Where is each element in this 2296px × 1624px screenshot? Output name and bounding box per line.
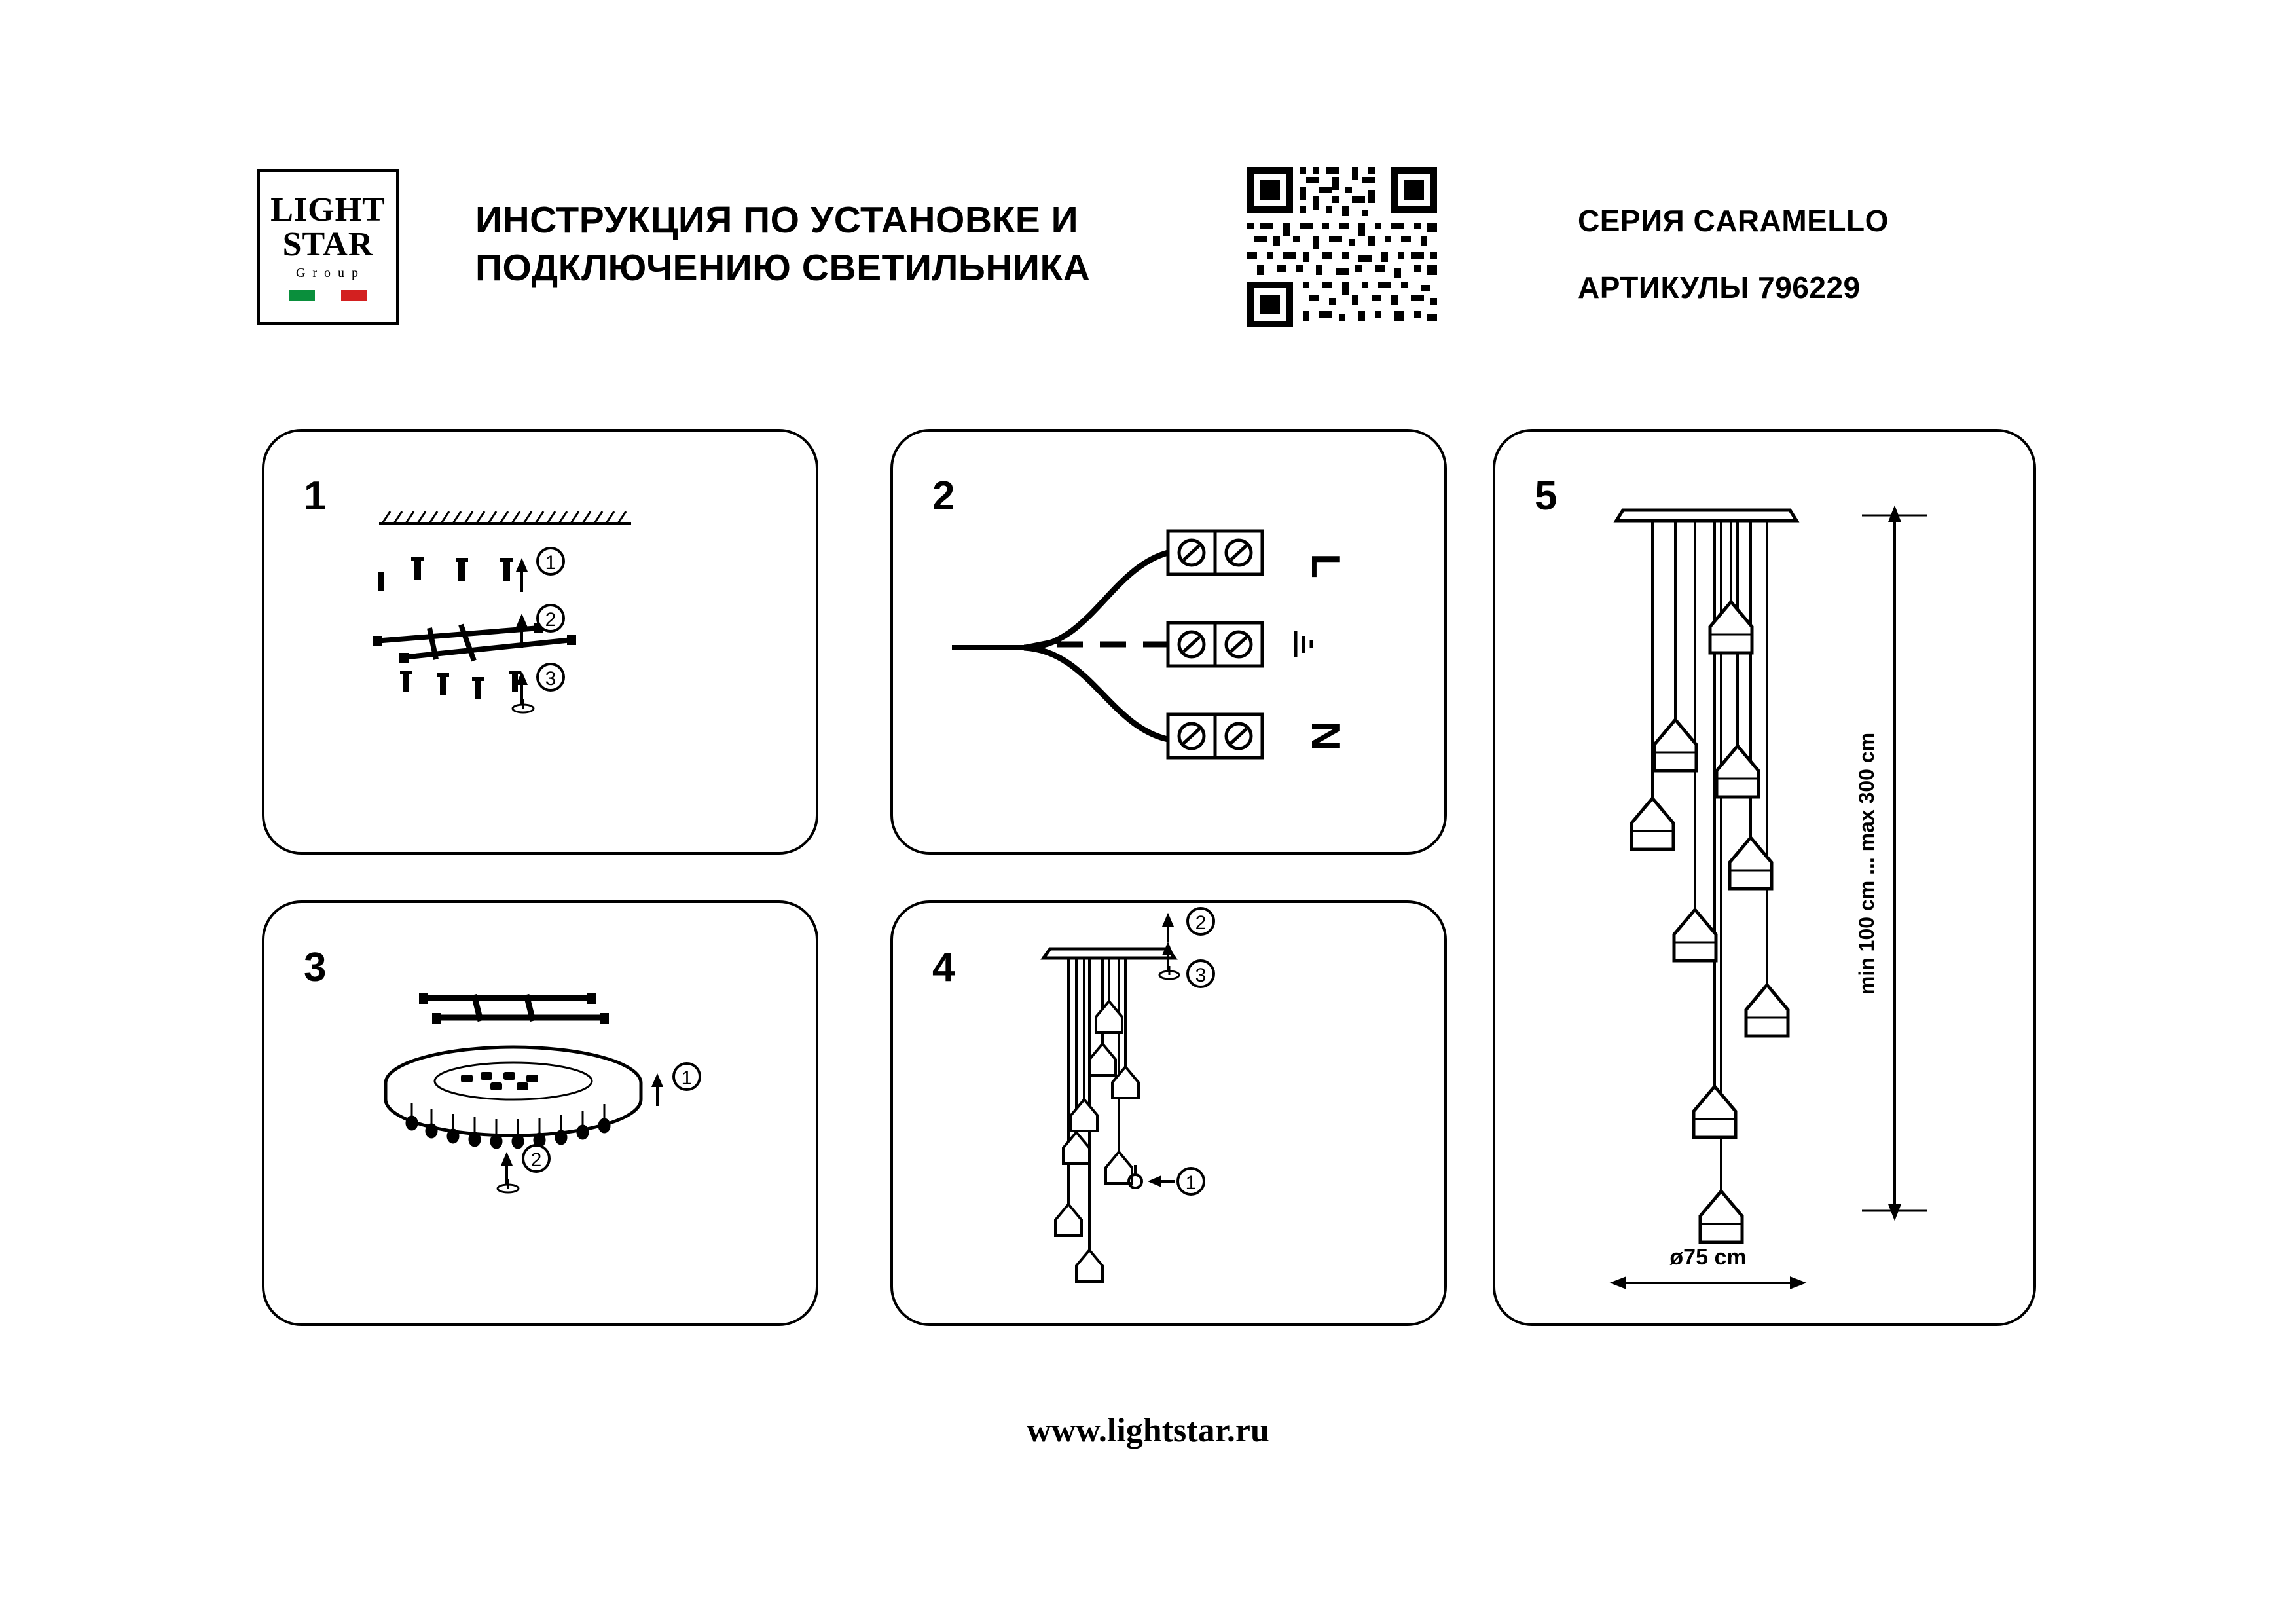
panel-5-illustration	[1495, 432, 2039, 1329]
svg-text:2: 2	[1195, 912, 1207, 934]
svg-text:2: 2	[545, 609, 556, 631]
panel-4-number: 4	[932, 945, 955, 990]
svg-text:1: 1	[1185, 1172, 1197, 1194]
panel-2-illustration	[893, 432, 1449, 857]
page-title: ИНСТРУКЦИЯ ПО УСТАНОВКЕ И ПОДКЛЮЧЕНИЮ СВЕТИЛЬНИКА	[475, 199, 1091, 289]
terminal-label-l: L	[1303, 553, 1348, 578]
brand-logo	[257, 169, 399, 325]
logo-line-group: G r o u p	[295, 265, 361, 280]
panel-3-number: 3	[304, 945, 327, 990]
diameter-dimension-label: ø75 cm	[1669, 1245, 1747, 1270]
panel-4-illustration	[893, 903, 1449, 1329]
panel-1-illustration	[264, 432, 821, 857]
panel-step-1	[262, 429, 818, 855]
italy-flag-icon	[289, 290, 367, 301]
svg-text:1: 1	[681, 1067, 693, 1089]
svg-text:3: 3	[1195, 965, 1207, 986]
svg-text:3: 3	[545, 668, 556, 690]
svg-text:2: 2	[530, 1149, 542, 1171]
svg-text:1: 1	[545, 552, 556, 574]
terminal-label-n: N	[1303, 721, 1348, 751]
series-label: СЕРИЯ CARAMELLO	[1578, 204, 1889, 238]
panel-step-5	[1493, 429, 2036, 1326]
logo-line-star: STAR	[282, 226, 374, 264]
footer-website[interactable]: www.lightstar.ru	[1027, 1412, 1269, 1449]
article-label: АРТИКУЛЫ 796229	[1578, 270, 1861, 304]
panel-2-number: 2	[932, 473, 955, 519]
panel-1-number: 1	[304, 473, 327, 519]
panel-3-illustration	[264, 903, 821, 1329]
panel-5-number: 5	[1535, 473, 1558, 519]
panel-step-3	[262, 900, 818, 1326]
panel-step-2	[890, 429, 1447, 855]
logo-line-light: LIGHT	[270, 191, 386, 229]
height-dimension-label: min 100 cm ... max 300 cm	[1855, 732, 1878, 995]
qr-code-icon	[1244, 164, 1440, 331]
panel-step-4	[890, 900, 1447, 1326]
header	[0, 0, 2296, 304]
